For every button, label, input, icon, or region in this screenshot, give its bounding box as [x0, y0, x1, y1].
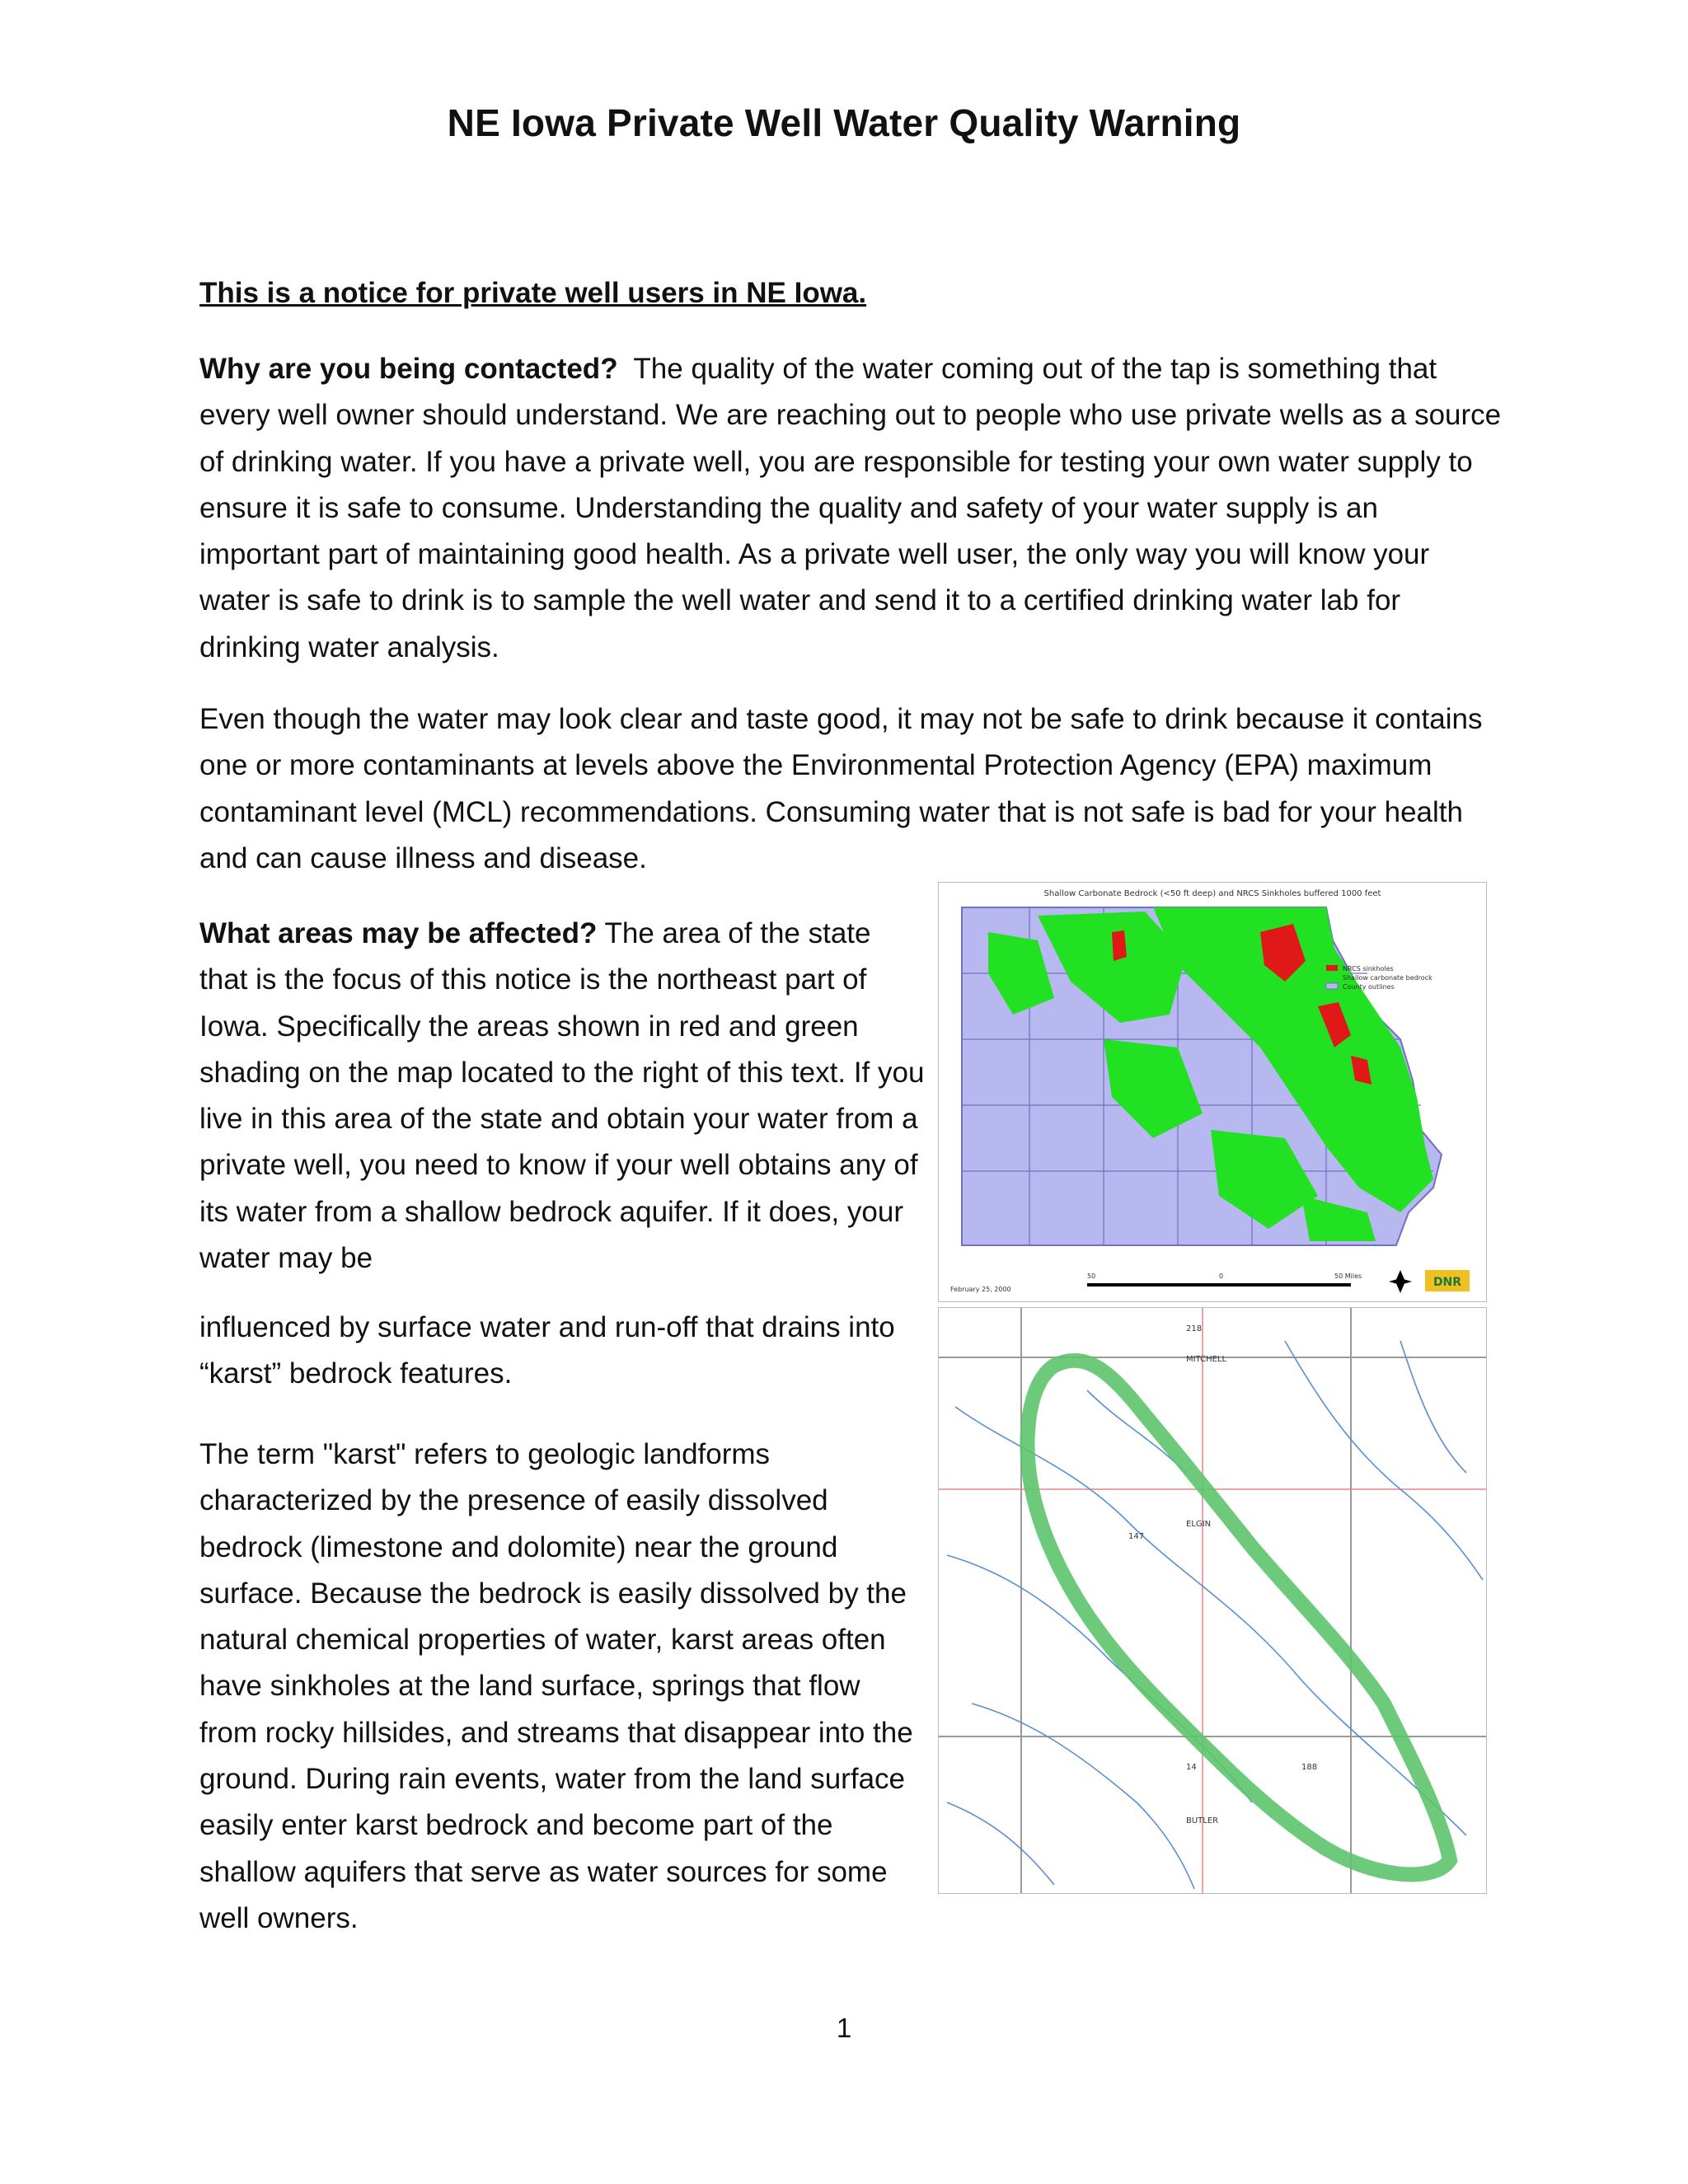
- karst-corridor-map: [938, 1307, 1487, 1894]
- page-number: 1: [836, 2013, 852, 2043]
- why-body: The quality of the water coming out of the tap is something that every well owner should understand. We are reaching out to people who use private wells as a source of drinking water. If you have a private well, you are responsible for testing your own water supply to ensure it is safe to consume. Understanding the quality and safety of your water supply is an important part of maintaining good health. As a private well user, the only way you will know your water is safe to drink is to sample the well water and send it to a certified drinking water lab for drinking water analysis.: [199, 353, 1502, 663]
- scale-bar: [1087, 1272, 1362, 1285]
- areas-continued: influenced by surface water and run-off that drains into “karst” bedrock features.: [199, 1311, 895, 1390]
- map2-label-218: 218: [1186, 1324, 1203, 1333]
- map1-legend: [1326, 965, 1432, 991]
- svg-text:50: 50: [1087, 1272, 1096, 1280]
- karst-paragraph: The term "karst" refers to geologic landforms characterized by the presence of easily dissolved bedrock (limestone and dolomite) near the ground surface. Because the bedrock is easily dissolved by the natural chemical properties of water, karst areas often have sinkholes at the land surface, springs that flow from rocky hillsides, and streams that disappear into the ground. During rain events, water from the land surface easily enter karst bedrock and become part of the shallow aquifers that serve as water sources for some well owners.: [199, 1438, 913, 1934]
- why-paragraph: [199, 346, 1502, 671]
- dnr-logo-text: DNR: [1432, 1276, 1462, 1289]
- areas-heading: What areas may be affected?: [199, 917, 598, 949]
- why-heading: Why are you being contacted?: [199, 353, 618, 385]
- map2-label-188: 188: [1301, 1763, 1318, 1772]
- page-title: NE Iowa Private Well Water Quality Warning: [447, 101, 1241, 144]
- bedrock-map: [938, 882, 1487, 1302]
- map1-date: February 25, 2000: [950, 1286, 1011, 1293]
- north-arrow-icon: [1389, 1270, 1412, 1293]
- svg-text:0: 0: [1219, 1272, 1224, 1280]
- areas-body: The area of the state that is the focus of this notice is the northeast part of Iowa. Specifically the areas shown in red and green shading on the map located to the right of this text. If you live in this area of the state and obtain your water from a private well, you need to know if your well obtains any of its water from a shallow bedrock aquifer. If it does, your water may be: [199, 917, 925, 1275]
- map2-label-14: 14: [1186, 1763, 1197, 1772]
- map2-label-elgin: ELGIN: [1186, 1520, 1212, 1529]
- even-paragraph: Even though the water may look clear and taste good, it may not be safe to drink because it contains one or more contaminants at levels above the Environmental Protection Agency (EPA) maximum contaminant level (MCL) recommendations. Consuming water that is not safe is bad for your health and can cause illness and disease.: [199, 703, 1483, 874]
- map1-title: Shallow Carbonate Bedrock (<50 ft deep) and NRCS Sinkholes buffered 1000 feet: [1043, 889, 1381, 898]
- map2-label-mitchell: MITCHELL: [1186, 1355, 1227, 1364]
- notice-heading: This is a notice for private well users in NE Iowa.: [199, 277, 867, 309]
- svg-text:Shallow carbonate bedrock: Shallow carbonate bedrock: [1343, 974, 1432, 982]
- map2-label-butler: BUTLER: [1186, 1816, 1219, 1825]
- map2-label-147: 147: [1128, 1532, 1145, 1541]
- svg-text:County outlines: County outlines: [1343, 983, 1395, 991]
- svg-text:50 Miles: 50 Miles: [1334, 1272, 1362, 1280]
- areas-paragraph: [199, 911, 925, 1282]
- svg-text:NRCS sinkholes: NRCS sinkholes: [1343, 965, 1394, 972]
